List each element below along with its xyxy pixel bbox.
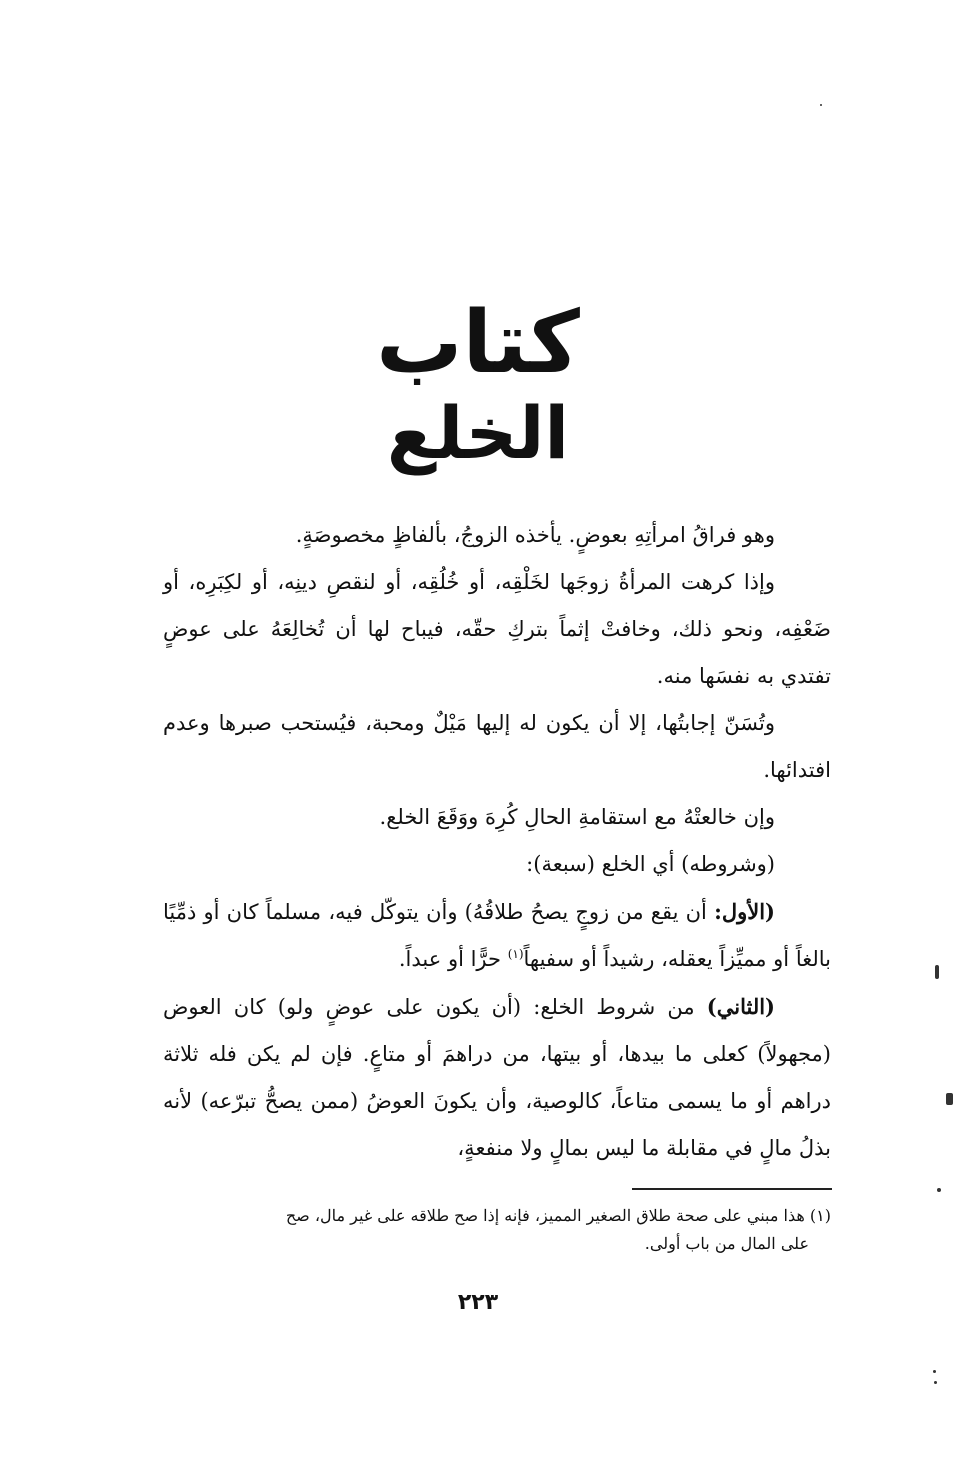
paragraph-seven-conditions bbox=[163, 841, 831, 888]
footnote-text: هذا مبني على صحة طلاق الصغير المميز، فإنه إذا صح طلاقه على غير مال، صح bbox=[285, 1206, 810, 1225]
footnote bbox=[163, 1202, 831, 1258]
paragraph-definition bbox=[163, 512, 831, 559]
paragraph-first-condition bbox=[163, 888, 831, 983]
footnote-reference[interactable]: (١) bbox=[507, 947, 524, 961]
scan-speck bbox=[946, 1093, 953, 1105]
paragraph-text: وإذا كرهت المرأةُ زوجَها لخَلْقِه، أو خُلُقِه، أو لنقصِ دينِه، أو لكِبَرِه، أو ضَعْفِه، ونحو ذلك، وخافتْ إثماً بتركِ حقّه، فيباح لها أن تُخالِعَهُ على عوضٍ تفتدي به نفسَها منه. bbox=[163, 570, 831, 688]
footnote-marker: (١) bbox=[809, 1206, 831, 1225]
scan-speck bbox=[937, 1188, 941, 1192]
paragraph-text-continued: حرًّا أو عبداً. bbox=[398, 947, 508, 971]
paragraph-text: وإن خالعتْهُ مع استقامةِ الحالِ كُرِهَ ووَقَعَ الخلع. bbox=[379, 805, 775, 829]
scan-speck bbox=[935, 965, 939, 979]
paragraph-text: من شروط الخلع: (أن يكون على عوضٍ ولو) كان العوض (مجهولاً) كعلى ما بيدها، أو بيتها، من دراهمَ أو متاعٍ. فإن لم يكن فله ثلاثة دراهم أو ما يسمى متاعاً، كالوصية، وأن يكونَ العوضُ (ممن يصحُّ تبرّعه) لأنه بذلُ مالٍ في مقابلة ما ليس بمالٍ ولا منفعةٍ، bbox=[163, 995, 831, 1160]
body-text bbox=[163, 512, 831, 1172]
condition-label: (الأول: bbox=[714, 899, 775, 924]
paragraph-conditions-for-khul bbox=[163, 559, 831, 700]
scan-speck bbox=[933, 1370, 936, 1373]
condition-label: (الثاني) bbox=[706, 994, 775, 1019]
page-number: ٢٢٣ bbox=[457, 1290, 499, 1315]
chapter-heading bbox=[0, 295, 956, 475]
footnote-separator bbox=[632, 1188, 832, 1190]
paragraph-text: وتُسَنّ إجابتُها، إلا أن يكون له إليها مَيْلٌ ومحبة، فيُستحب صبرها وعدم افتدائها. bbox=[163, 711, 831, 782]
paragraph-response bbox=[163, 700, 831, 794]
paragraph-second-condition bbox=[163, 983, 831, 1172]
footnote-line-2 bbox=[163, 1230, 831, 1258]
footnote-text-continued: على المال من باب أولى. bbox=[644, 1234, 809, 1253]
paragraph-text: (وشروطه) أي الخلع (سبعة): bbox=[526, 852, 775, 876]
paragraph-text: أن يقع من زوجٍ يصحُ طلاقُهُ) وأن يتوكّل فيه، مسلماً كان أو ذمِّيًا بالغاً أو مميِّزاً يعقله، رشيداً أو سفيهاً bbox=[163, 900, 831, 971]
paragraph-text: وهو فراقُ امرأتِهِ بعوضٍ. يأخذه الزوجُ، بألفاظٍ مخصوصَةٍ. bbox=[295, 523, 775, 547]
chapter-title: كتاب bbox=[376, 293, 580, 393]
footnote-line-1 bbox=[163, 1202, 831, 1230]
chapter-subtitle: الخلع bbox=[386, 391, 570, 475]
paragraph-makruh bbox=[163, 794, 831, 841]
scan-speck bbox=[820, 104, 822, 106]
scan-speck bbox=[934, 1381, 937, 1384]
